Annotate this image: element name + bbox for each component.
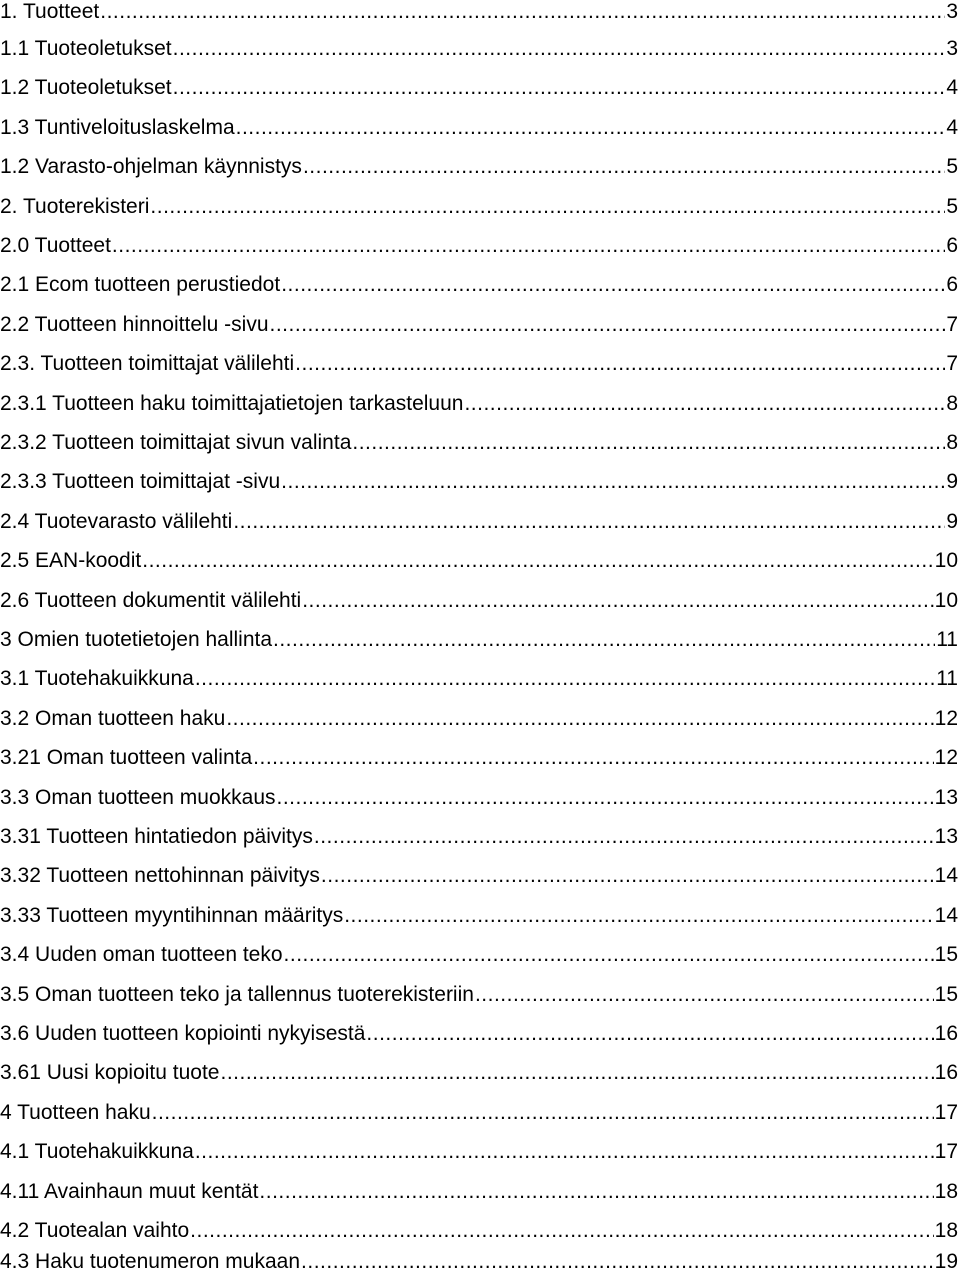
toc-dot-leader <box>273 626 935 654</box>
toc-entry-page: 18 <box>934 1219 958 1242</box>
toc-entry[interactable] <box>0 665 960 693</box>
toc-entry-title: 1.2 Varasto-ohjelman käynnistys <box>0 155 302 178</box>
toc-entry-title: 4.11 Avainhaun muut kentät <box>0 1180 259 1203</box>
toc-entry-title: 2.5 EAN-koodit <box>0 549 142 572</box>
toc-dot-leader <box>173 74 946 102</box>
toc-dot-leader <box>344 902 933 930</box>
toc-entry-page: 7 <box>946 352 958 375</box>
toc-entry-title: 2.2 Tuotteen hinnoittelu -sivu <box>0 313 269 336</box>
toc-entry-page: 13 <box>934 786 958 809</box>
toc-entry-title: 3.3 Oman tuotteen muokkaus <box>0 786 276 809</box>
toc-entry[interactable] <box>0 587 960 615</box>
toc-dot-leader <box>301 1248 934 1276</box>
toc-entry[interactable] <box>0 823 960 851</box>
toc-entry-page: 15 <box>934 983 958 1006</box>
toc-entry-title: 3.33 Tuotteen myyntihinnan määritys <box>0 904 344 927</box>
toc-entry[interactable] <box>0 468 960 496</box>
toc-entry-page: 6 <box>946 234 958 257</box>
toc-dot-leader <box>112 232 945 260</box>
toc-entry[interactable] <box>0 1059 960 1087</box>
toc-entry-title: 4.1 Tuotehakuikkuna <box>0 1140 194 1163</box>
toc-entry-title: 3.4 Uuden oman tuotteen teko <box>0 943 283 966</box>
toc-entry-title: 4 Tuotteen haku <box>0 1101 151 1124</box>
toc-dot-leader <box>321 862 934 890</box>
toc-entry-page: 12 <box>934 707 958 730</box>
toc-dot-leader <box>100 0 945 26</box>
toc-entry-page: 8 <box>946 431 958 454</box>
toc-entry-page: 18 <box>934 1180 958 1203</box>
toc-dot-leader <box>236 114 946 142</box>
toc-entry-page: 12 <box>934 746 958 769</box>
toc-entry-page: 15 <box>934 943 958 966</box>
toc-entry[interactable] <box>0 74 960 102</box>
toc-dot-leader <box>173 35 946 63</box>
toc-entry-title: 3 Omien tuotetietojen hallinta <box>0 628 273 651</box>
toc-entry-page: 17 <box>934 1101 958 1124</box>
toc-dot-leader <box>142 547 933 575</box>
toc-entry-title: 3.21 Oman tuotteen valinta <box>0 746 253 769</box>
toc-entry-title: 3.31 Tuotteen hintatiedon päivitys <box>0 825 313 848</box>
toc-entry-page: 19 <box>934 1250 958 1273</box>
toc-entry-title: 2.3.1 Tuotteen haku toimittajatietojen tarkasteluun <box>0 392 464 415</box>
toc-entry[interactable] <box>0 232 960 260</box>
toc-entry-page: 9 <box>946 470 958 493</box>
toc-entry-page: 3 <box>946 37 958 60</box>
toc-entry-title: 3.5 Oman tuotteen teko ja tallennus tuoterekisteriin <box>0 983 474 1006</box>
toc-entry[interactable] <box>0 547 960 575</box>
toc-entry-title: 2.4 Tuotevarasto välilehti <box>0 510 233 533</box>
toc-entry-page: 7 <box>946 313 958 336</box>
toc-entry-page: 4 <box>946 116 958 139</box>
toc-dot-leader <box>302 587 933 615</box>
toc-entry[interactable] <box>0 1248 960 1276</box>
toc-entry[interactable] <box>0 153 960 181</box>
toc-entry-title: 2.3.3 Tuotteen toimittajat -sivu <box>0 470 281 493</box>
toc-dot-leader <box>366 1020 933 1048</box>
toc-dot-leader <box>281 271 945 299</box>
toc-dot-leader <box>464 390 945 418</box>
toc-entry-page: 9 <box>946 510 958 533</box>
toc-entry[interactable] <box>0 981 960 1009</box>
toc-entry-page: 5 <box>946 155 958 178</box>
toc-entry-title: 3.1 Tuotehakuikkuna <box>0 667 194 690</box>
toc-entry[interactable] <box>0 1217 960 1245</box>
toc-entry-title: 3.2 Oman tuotteen haku <box>0 707 226 730</box>
toc-entry[interactable] <box>0 429 960 457</box>
toc-entry-page: 16 <box>934 1022 958 1045</box>
toc-dot-leader <box>152 1099 934 1127</box>
toc-entry[interactable] <box>0 705 960 733</box>
toc-dot-leader <box>270 311 946 339</box>
toc-entry[interactable] <box>0 1138 960 1166</box>
toc-entry[interactable] <box>0 1099 960 1127</box>
toc-entry[interactable] <box>0 626 960 654</box>
toc-entry[interactable] <box>0 114 960 142</box>
toc-dot-leader <box>295 350 945 378</box>
toc-entry-title: 2.1 Ecom tuotteen perustiedot <box>0 273 281 296</box>
toc-entry-page: 11 <box>936 667 958 690</box>
toc-dot-leader <box>281 468 945 496</box>
toc-dot-leader <box>303 153 945 181</box>
toc-entry-title: 2.0 Tuotteet <box>0 234 111 257</box>
toc-dot-leader <box>195 665 935 693</box>
toc-entry-title: 4.3 Haku tuotenumeron mukaan <box>0 1250 301 1273</box>
toc-entry[interactable] <box>0 35 960 63</box>
toc-entry[interactable] <box>0 1020 960 1048</box>
toc-dot-leader <box>233 508 945 536</box>
toc-dot-leader <box>259 1178 933 1206</box>
toc-dot-leader <box>220 1059 933 1087</box>
toc-entry-title: 1.1 Tuoteoletukset <box>0 37 172 60</box>
toc-entry-page: 3 <box>946 0 958 23</box>
toc-dot-leader <box>352 429 945 457</box>
toc-dot-leader <box>475 981 934 1009</box>
toc-entry-page: 10 <box>934 549 958 572</box>
toc-entry-page: 6 <box>946 273 958 296</box>
toc-entry[interactable] <box>0 311 960 339</box>
toc-entry-title: 1. Tuotteet <box>0 0 100 23</box>
toc-entry[interactable] <box>0 1178 960 1206</box>
toc-dot-leader <box>253 744 933 772</box>
toc-entry-title: 1.2 Tuoteoletukset <box>0 76 172 99</box>
toc-entry[interactable] <box>0 350 960 378</box>
toc-entry-page: 16 <box>934 1061 958 1084</box>
toc-entry[interactable] <box>0 193 960 221</box>
toc-entry-page: 5 <box>946 195 958 218</box>
toc-dot-leader <box>284 941 934 969</box>
toc-entry-page: 14 <box>934 904 958 927</box>
toc-entry[interactable] <box>0 902 960 930</box>
toc-dot-leader <box>195 1138 934 1166</box>
toc-entry-page: 11 <box>936 628 958 651</box>
toc-entry[interactable] <box>0 744 960 772</box>
toc-entry-page: 14 <box>934 864 958 887</box>
toc-entry-title: 2.3.2 Tuotteen toimittajat sivun valinta <box>0 431 352 454</box>
toc-dot-leader <box>150 193 945 221</box>
toc-entry-page: 13 <box>934 825 958 848</box>
toc-dot-leader <box>314 823 934 851</box>
toc-entry-title: 2.3. Tuotteen toimittajat välilehti <box>0 352 295 375</box>
toc-entry[interactable] <box>0 784 960 812</box>
toc-entry-title: 2.6 Tuotteen dokumentit välilehti <box>0 589 302 612</box>
toc-dot-leader <box>190 1217 933 1245</box>
toc-entry-title: 3.61 Uusi kopioitu tuote <box>0 1061 220 1084</box>
toc-entry[interactable] <box>0 271 960 299</box>
toc-dot-leader <box>277 784 934 812</box>
toc-entry[interactable] <box>0 508 960 536</box>
toc-entry[interactable] <box>0 862 960 890</box>
toc-entry-page: 10 <box>934 589 958 612</box>
toc-entry-page: 4 <box>946 76 958 99</box>
toc-entry-title: 4.2 Tuotealan vaihto <box>0 1219 190 1242</box>
toc-entry-title: 1.3 Tuntiveloituslaskelma <box>0 116 235 139</box>
toc-dot-leader <box>226 705 933 733</box>
toc-entry-title: 3.32 Tuotteen nettohinnan päivitys <box>0 864 320 887</box>
toc-entry-page: 17 <box>934 1140 958 1163</box>
toc-entry-page: 8 <box>946 392 958 415</box>
toc-entry-title: 2. Tuoterekisteri <box>0 195 150 218</box>
toc-entry[interactable] <box>0 390 960 418</box>
toc-entry-title: 3.6 Uuden tuotteen kopiointi nykyisestä <box>0 1022 366 1045</box>
toc-entry[interactable] <box>0 941 960 969</box>
toc-entry[interactable] <box>0 0 960 26</box>
